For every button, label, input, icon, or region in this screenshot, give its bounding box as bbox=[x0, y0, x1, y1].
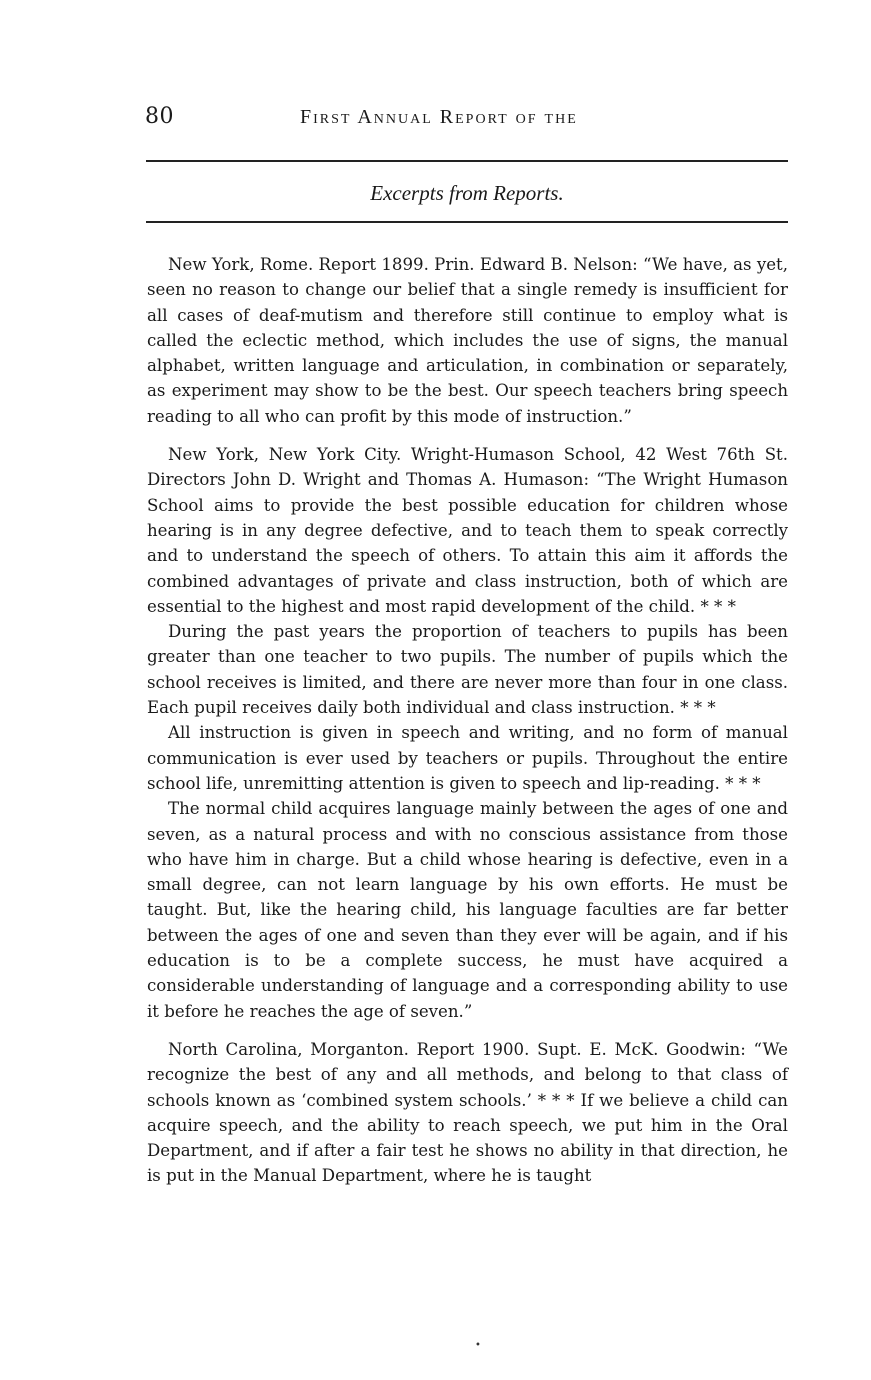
paragraph-morganton: North Carolina, Morganton. Report 1900. Supt. E. McK. Goodwin: “We recognize the best of any and all methods, and belong to that class of schools known as ‘combined system schools.’ * * * If we believe a child can acquire speech, and the ability to reach speech, we put him in the Oral Department, and if after a fair test he shows no ability in that direction, he is put in the Manual Department, where he is taught bbox=[147, 1039, 788, 1186]
header-rule-bottom bbox=[146, 221, 788, 223]
paragraph-wright-humason: New York, New York City. Wright-Humason School, 42 West 76th St. Directors John D. Wright and Thomas A. Humason: “The Wright Humason School aims to provide the best possible education for children whose hearing is in any degree defective, and to teach them to speak correctly and to understand the speech of others. To attain this aim it affords the combined advantages of private and class instruction, both of which are essential to the highest and most rapid development of the child. * * * bbox=[147, 445, 788, 616]
paragraph-instruction: All instruction is given in speech and writing, and no form of manual communication is ever used by teachers or pupils. Throughout the entire school life, unremitting attention is given to speech and lip-reading. * * * bbox=[147, 723, 788, 793]
paragraph-normal-child: The normal child acquires language mainly between the ages of one and seven, as a natural process and with no conscious assistance from those who have him in charge. But a child whose hearing is defective, even in a small degree, can not learn language by his own efforts. He must be taught. But, like the hearing child, his language faculties are far better between the ages of one and seven than they ever will be again, and if his education is to be a complete success, he must have acquired a considerable understanding of language and a corresponding ability to use it before he reaches the age of seven.” bbox=[147, 799, 788, 1021]
page-speck-mark: • bbox=[475, 1340, 481, 1351]
running-title: First Annual Report of the bbox=[300, 106, 578, 128]
page-number: 80 bbox=[145, 104, 174, 129]
paragraph-rome: New York, Rome. Report 1899. Prin. Edward B. Nelson: “We have, as yet, seen no reason to change our belief that a single remedy is insufficient for all cases of deaf-mutism and therefore still continue to employ what is called the eclectic method, which includes the use of signs, the manual alphabet, written language and articulation, in combination or separately, as experiment may show to be the best. Our speech teachers bring speech reading to all who can profit by this mode of instruction.” bbox=[147, 255, 788, 426]
header-rule-top bbox=[146, 160, 788, 162]
body-text bbox=[147, 252, 788, 1189]
paragraph-teachers-ratio: During the past years the proportion of teachers to pupils has been greater than one teacher to two pupils. The number of pupils which the school receives is limited, and there are never more than four in one class. Each pupil receives daily both individual and class instruction. * * * bbox=[147, 622, 788, 718]
section-title: Excerpts from Reports. bbox=[370, 181, 564, 205]
